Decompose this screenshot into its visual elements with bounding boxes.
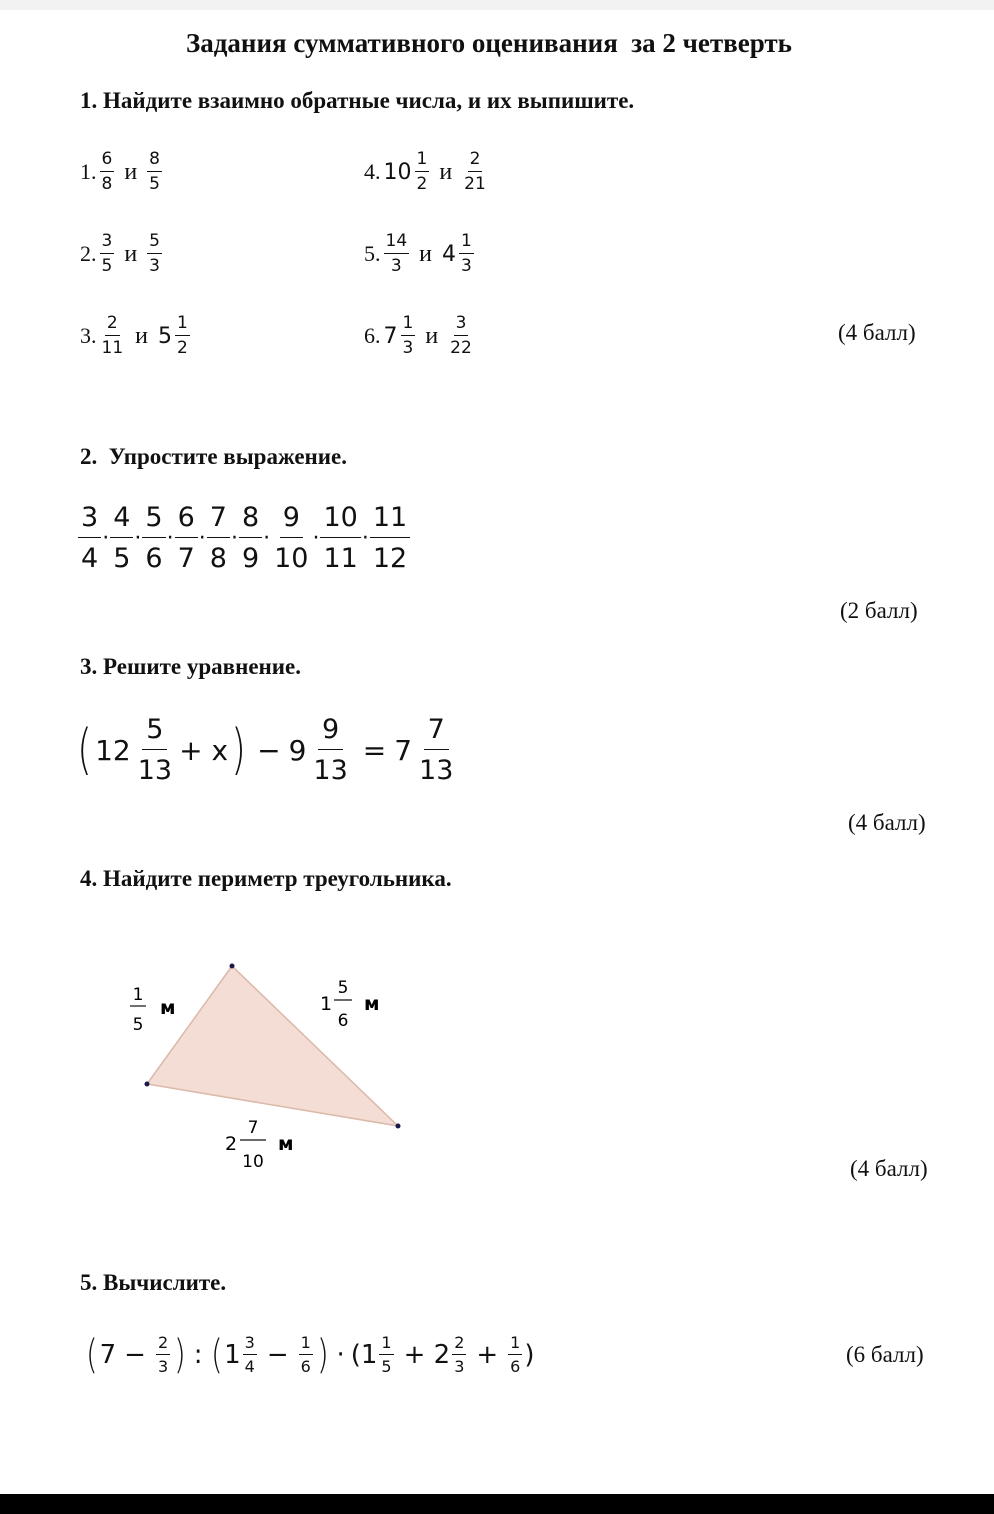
label-unit: м: [278, 1133, 294, 1155]
fraction: $\frac{1}{3}$: [402, 313, 414, 358]
q3-points: (4 балл): [848, 810, 926, 835]
fraction: $\frac{1}{2}$: [176, 313, 188, 358]
minus-sign: −: [266, 1340, 289, 1370]
triangle-shape: [147, 966, 398, 1126]
multiply-dot: ·: [361, 525, 369, 551]
whole-part: 5: [157, 323, 172, 349]
fraction: $\frac{2}{3}$: [454, 1333, 465, 1376]
and-word: и: [439, 158, 453, 185]
multiply-dot: ·: [230, 525, 238, 551]
fraction: $\frac{9}{10}$: [274, 502, 309, 574]
minus-sign: −: [257, 733, 281, 767]
label-unit: м: [160, 997, 176, 1019]
vertex-point: [230, 964, 235, 969]
whole-part: 1: [224, 1340, 241, 1370]
fraction: $\frac{2}{21}$: [464, 149, 486, 194]
q1-heading: 1. Найдите взаимно обратные числа, и их выпишите.: [80, 88, 635, 113]
fraction: $\frac{14}{3}$: [385, 231, 408, 276]
whole-part: 7: [383, 323, 398, 349]
q5-heading: 5. Вычислите.: [80, 1270, 227, 1295]
fraction: $\frac{1}{5}$: [381, 1333, 392, 1376]
label-den: 5: [132, 1015, 144, 1035]
fraction: $\frac{6}{7}$: [175, 504, 198, 572]
vertex-point: [396, 1124, 401, 1129]
fraction: $\frac{6}{8}$: [101, 149, 113, 194]
minus-sign: −: [124, 1340, 146, 1370]
q3-heading: 3. Решите уравнение.: [80, 654, 302, 679]
whole-part: 10: [383, 159, 412, 185]
side-right-label: [320, 978, 380, 1031]
and-word: и: [124, 158, 138, 185]
fraction: $\frac{8}{9}$: [239, 504, 262, 572]
item-label: 4.: [364, 159, 381, 184]
fraction: $\frac{5}{13}$: [137, 714, 173, 786]
multiply-dot: ·: [166, 525, 174, 551]
fraction: $\frac{7}{8}$: [207, 504, 230, 572]
label-den: 6: [337, 1011, 349, 1031]
q4-heading: 4. Найдите периметр треугольника.: [80, 866, 452, 891]
page-title: Задания суммативного оценивания за 2 четверть: [186, 28, 792, 58]
q1-points: (4 балл): [838, 320, 916, 345]
item-label: 3.: [80, 323, 97, 348]
fraction: $\frac{1}{6}$: [510, 1333, 521, 1376]
close-paren: ): [231, 718, 246, 781]
whole-part: 9: [288, 733, 307, 767]
close-paren: ): [316, 1332, 329, 1378]
q2-heading: 2. Упростите выражение.: [80, 444, 348, 469]
and-word: и: [419, 240, 432, 267]
q5-points: (6 балл): [846, 1342, 924, 1367]
calc-expression: [84, 1322, 535, 1388]
whole-part: 4: [441, 241, 456, 267]
label-whole: 1: [320, 993, 333, 1015]
fraction: $\frac{11}{12}$: [370, 504, 410, 572]
fraction: $\frac{7}{13}$: [419, 714, 454, 786]
open-paren: (: [77, 718, 92, 781]
whole-part: 7: [394, 733, 413, 767]
item-label: 2.: [80, 241, 97, 266]
fraction: $\frac{5}{3}$: [149, 231, 160, 276]
item-label: 5.: [364, 241, 381, 266]
label-whole: 2: [225, 1133, 238, 1155]
plus-sign: +: [476, 1340, 499, 1370]
q4-points: (4 балл): [850, 1156, 928, 1181]
colon-sign: :: [193, 1340, 203, 1370]
fraction: $\frac{8}{5}$: [149, 149, 160, 194]
label-den: 10: [242, 1152, 264, 1172]
bottom-bar: [0, 1494, 994, 1514]
label-num: 7: [247, 1118, 259, 1138]
fraction: $\frac{1}{2}$: [416, 149, 428, 194]
q2-points: (2 балл): [840, 598, 918, 623]
multiply-dot: ·: [312, 525, 320, 551]
fraction: $\frac{5}{6}$: [142, 504, 165, 572]
and-word: и: [425, 322, 439, 349]
fraction: $\frac{1}{3}$: [460, 231, 472, 276]
multiply-dot: ·: [102, 525, 110, 551]
fraction: $\frac{2}{3}$: [157, 1333, 169, 1376]
label-unit: м: [364, 993, 380, 1015]
vertex-point: [145, 1082, 150, 1087]
open-paren: (: [210, 1332, 223, 1378]
close-paren: ): [524, 1340, 535, 1370]
fraction: $\frac{3}{4}$: [244, 1333, 255, 1376]
fraction: $\frac{9}{13}$: [313, 714, 348, 786]
open-paren-one: (1: [350, 1340, 378, 1370]
item-label: 6.: [364, 323, 381, 348]
fraction: $\frac{3}{4}$: [78, 504, 101, 572]
fraction: $\frac{3}{5}$: [101, 231, 113, 276]
close-paren: ): [174, 1332, 186, 1378]
fraction: $\frac{1}{6}$: [300, 1333, 311, 1376]
multiply-dot: ·: [198, 525, 206, 551]
multiply-dot: ·: [134, 525, 142, 551]
and-word: и: [124, 240, 138, 267]
equals-sign: =: [362, 733, 387, 767]
side-bottom-label: [225, 1118, 294, 1172]
plus-two: + 2: [403, 1340, 451, 1370]
fraction: $\frac{2}{11}$: [101, 313, 124, 358]
fraction: $\frac{4}{5}$: [110, 504, 133, 572]
open-paren: (: [85, 1332, 98, 1378]
plus-x: + x: [179, 733, 229, 767]
and-word: и: [135, 322, 148, 349]
side-left-label: [130, 985, 176, 1035]
item-label: 1.: [80, 159, 97, 184]
label-num: 1: [132, 985, 144, 1005]
fraction: $\frac{3}{22}$: [450, 313, 472, 358]
multiply-dot: ·: [263, 525, 271, 551]
whole-part: 7: [99, 1340, 117, 1370]
whole-part: 12: [95, 733, 131, 767]
fraction: $\frac{10}{11}$: [320, 504, 360, 572]
label-num: 5: [337, 978, 349, 998]
multiply-dot: ·: [336, 1340, 345, 1370]
